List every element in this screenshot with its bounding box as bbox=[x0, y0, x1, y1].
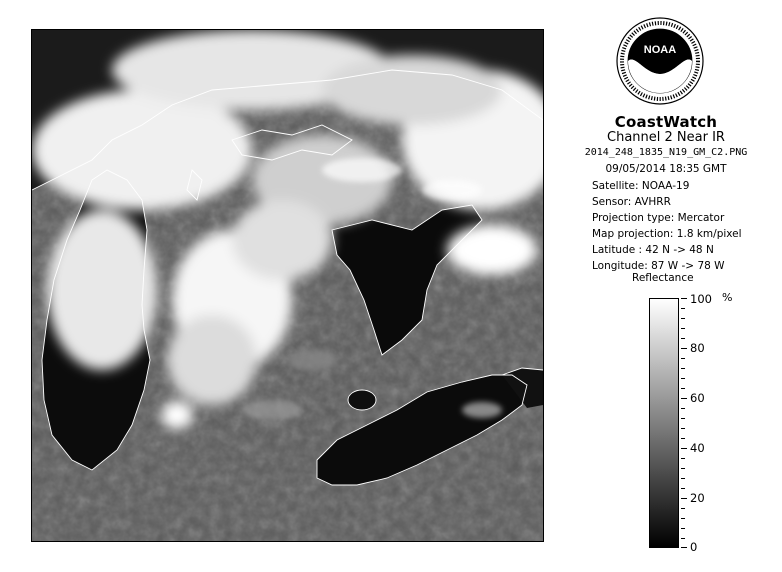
reflectance-colorbar bbox=[649, 298, 679, 548]
brand-title: CoastWatch bbox=[614, 113, 718, 131]
colorbar-minor-tick bbox=[681, 458, 685, 459]
colorbar-minor-tick bbox=[681, 488, 685, 489]
colorbar-minor-tick bbox=[681, 388, 685, 389]
colorbar-tick-label: 20 bbox=[690, 491, 705, 505]
colorbar-minor-tick bbox=[681, 468, 685, 469]
colorbar-tick-label: 80 bbox=[690, 341, 705, 355]
longitude-label: Longitude: 87 W -> 78 W bbox=[592, 260, 725, 272]
colorbar-minor-tick bbox=[681, 428, 685, 429]
colorbar-minor-tick bbox=[681, 438, 685, 439]
map-canvas bbox=[32, 30, 543, 541]
colorbar-tick bbox=[681, 348, 687, 349]
colorbar-minor-tick bbox=[681, 308, 685, 309]
colorbar-minor-tick bbox=[681, 338, 685, 339]
channel-label: Channel 2 Near IR bbox=[607, 130, 725, 145]
noaa-logo bbox=[615, 16, 705, 106]
colorbar-tick bbox=[681, 448, 687, 449]
satellite-label: Satellite: NOAA-19 bbox=[592, 180, 690, 192]
colorbar-minor-tick bbox=[681, 378, 685, 379]
colorbar-minor-tick bbox=[681, 418, 685, 419]
projection-type-label: Projection type: Mercator bbox=[592, 212, 725, 224]
map-projection-label: Map projection: 1.8 km/pixel bbox=[592, 228, 742, 240]
colorbar-minor-tick bbox=[681, 408, 685, 409]
sensor-label: Sensor: AVHRR bbox=[592, 196, 671, 208]
colorbar-minor-tick bbox=[681, 478, 685, 479]
colorbar-minor-tick bbox=[681, 368, 685, 369]
satellite-image bbox=[31, 29, 544, 542]
colorbar-minor-tick bbox=[681, 318, 685, 319]
colorbar-minor-tick bbox=[681, 518, 685, 519]
colorbar-tick-label: 100 bbox=[690, 292, 712, 306]
colorbar-minor-tick bbox=[681, 538, 685, 539]
colorbar-minor-tick bbox=[681, 528, 685, 529]
colorbar-minor-tick bbox=[681, 508, 685, 509]
image-filename: 2014_248_1835_N19_GM_C2.PNG bbox=[584, 147, 748, 158]
colorbar-tick bbox=[681, 498, 687, 499]
acquisition-datetime: 09/05/2014 18:35 GMT bbox=[605, 163, 727, 175]
colorbar-tick-label: 60 bbox=[690, 391, 705, 405]
colorbar-tick bbox=[681, 298, 687, 299]
colorbar-minor-tick bbox=[681, 328, 685, 329]
colorbar-tick bbox=[681, 398, 687, 399]
colorbar-tick-label: 0 bbox=[690, 540, 698, 554]
noaa-logo-text: NOAA bbox=[643, 44, 677, 56]
colorbar-unit: % bbox=[722, 291, 733, 304]
colorbar-tick bbox=[681, 547, 687, 548]
colorbar-tick-label: 40 bbox=[690, 441, 705, 455]
latitude-label: Latitude : 42 N -> 48 N bbox=[592, 244, 714, 256]
colorbar-title: Reflectance bbox=[632, 272, 694, 284]
colorbar-minor-tick bbox=[681, 358, 685, 359]
